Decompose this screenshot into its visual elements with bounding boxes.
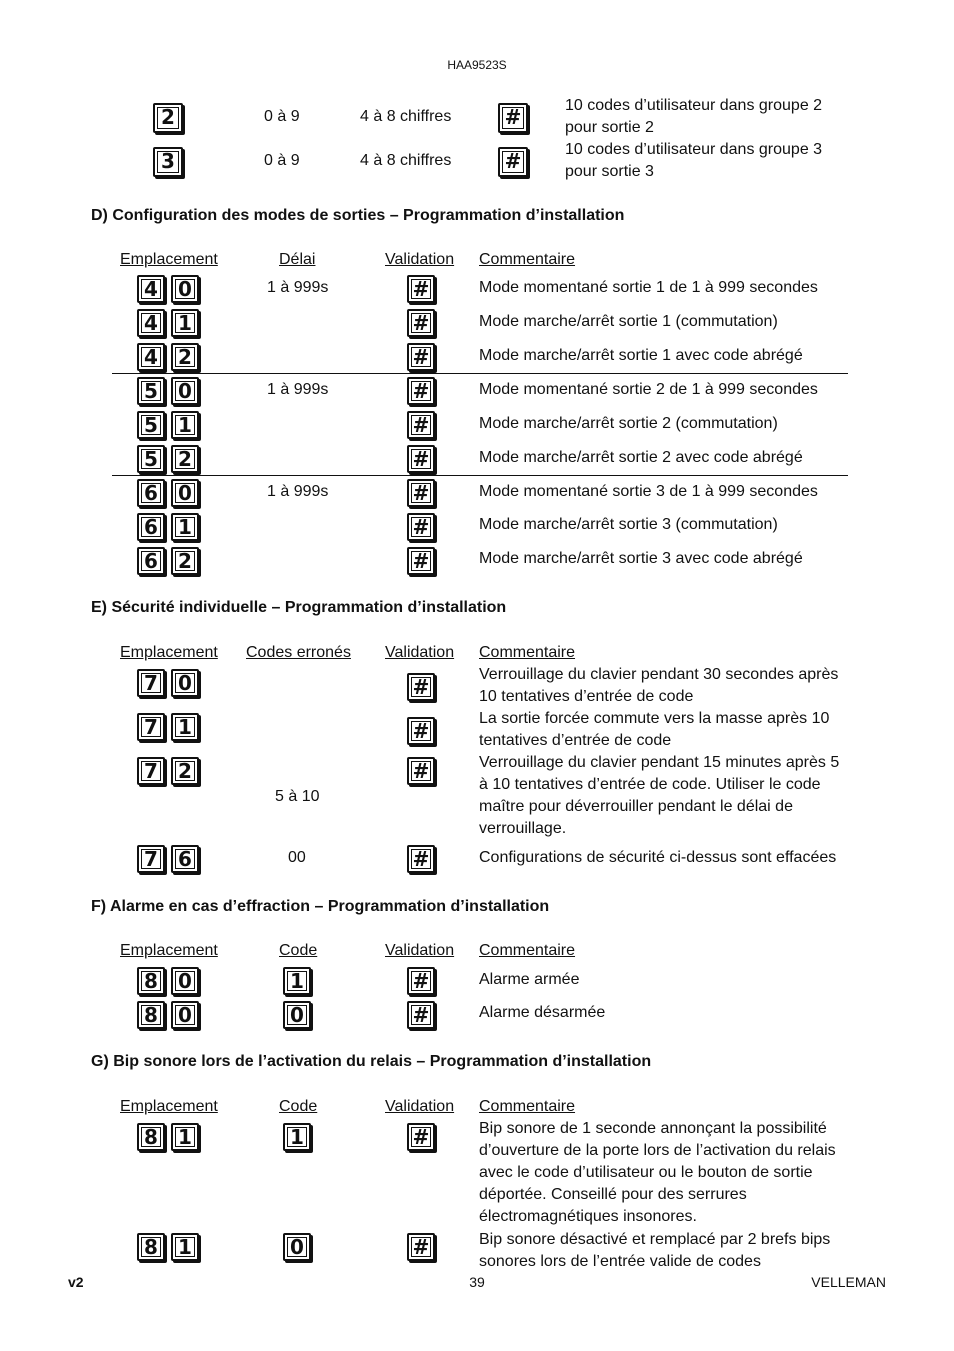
comment-cell: Mode marche/arrêt sortie 1 avec code abrégé xyxy=(479,347,803,364)
keypad-key: 8 xyxy=(137,1001,165,1029)
comment-cell: Mode momentané sortie 2 de 1 à 999 secondes xyxy=(479,381,818,398)
keypad-key: 1 xyxy=(171,411,199,439)
hash-key: # xyxy=(407,1001,435,1029)
keypad-key: 0 xyxy=(171,377,199,405)
comment-cell: 10 codes d’utilisateur dans groupe 2 pour sortie 2 xyxy=(565,97,823,136)
section-d-title: D) Configuration des modes de sorties – Programmation d’installation xyxy=(91,207,625,224)
codes-errones-cell: 5 à 10 xyxy=(275,788,320,805)
keypad-key: 2 xyxy=(171,757,199,785)
keypad-key: 7 xyxy=(137,713,165,741)
keypad-key: 0 xyxy=(171,1001,199,1029)
keypad-key: 4 xyxy=(137,343,165,371)
keypad-key: 0 xyxy=(171,967,199,995)
column-header-validation: Validation xyxy=(385,644,455,661)
delay-cell: 1 à 999s xyxy=(267,279,329,296)
hash-key: # xyxy=(407,757,435,785)
range-cell: 0 à 9 xyxy=(264,108,300,125)
comment-cell: Mode marche/arrêt sortie 3 (commutation) xyxy=(479,516,778,533)
comment-cell: Mode marche/arrêt sortie 2 avec code abrégé xyxy=(479,449,803,466)
hash-key: # xyxy=(407,377,435,405)
keypad-key: 0 xyxy=(171,275,199,303)
column-header-emplacement: Emplacement xyxy=(120,942,218,959)
code-key: 1 xyxy=(283,1123,311,1151)
keypad-key: 1 xyxy=(171,1233,199,1261)
hash-key: # xyxy=(407,445,435,473)
hash-key: # xyxy=(407,309,435,337)
delay-cell: 1 à 999s xyxy=(267,381,329,398)
column-header-commentaire: Commentaire xyxy=(479,1098,576,1115)
comment-cell: Configurations de sécurité ci-dessus sont effacées xyxy=(479,849,837,866)
column-header-commentaire: Commentaire xyxy=(479,942,576,959)
comment-cell: Mode marche/arrêt sortie 2 (commutation) xyxy=(479,415,778,432)
group-divider xyxy=(112,475,848,476)
column-header-validation: Validation xyxy=(385,1098,455,1115)
comment-cell: Bip sonore désactivé et remplacé par 2 brefs bips sonores lors de l’entrée valide de codes xyxy=(479,1231,831,1270)
hash-key: # xyxy=(407,275,435,303)
keypad-key: 2 xyxy=(171,547,199,575)
code-key: 1 xyxy=(283,967,311,995)
hash-key: # xyxy=(498,147,528,177)
keypad-key: 5 xyxy=(137,377,165,405)
hash-key: # xyxy=(407,845,435,873)
comment-cell: Verrouillage du clavier pendant 30 secondes après 10 tentatives d’entrée de code xyxy=(479,666,839,705)
hash-key: # xyxy=(407,411,435,439)
keypad-key: 7 xyxy=(137,669,165,697)
keypad-key: 8 xyxy=(137,1123,165,1151)
hash-key: # xyxy=(407,343,435,371)
section-g-title: G) Bip sonore lors de l’activation du relais – Programmation d’installation xyxy=(91,1053,652,1070)
keypad-key: 0 xyxy=(171,669,199,697)
keypad-key: 6 xyxy=(171,845,199,873)
keypad-key: 3 xyxy=(153,147,183,177)
hash-key: # xyxy=(498,103,528,133)
hash-key: # xyxy=(407,513,435,541)
keypad-key: 2 xyxy=(171,343,199,371)
comment-cell: Mode marche/arrêt sortie 1 (commutation) xyxy=(479,313,778,330)
keypad-key: 2 xyxy=(153,103,183,133)
column-header-commentaire: Commentaire xyxy=(479,644,576,661)
column-header-emplacement: Emplacement xyxy=(120,644,218,661)
column-header-delai: Délai xyxy=(279,251,316,268)
hash-key: # xyxy=(407,1233,435,1261)
digits-cell: 4 à 8 chiffres xyxy=(360,152,452,169)
document-header-model: HAA9523S xyxy=(447,58,507,72)
keypad-key: 8 xyxy=(137,967,165,995)
digits-cell: 4 à 8 chiffres xyxy=(360,108,452,125)
column-header-code: Code xyxy=(279,1098,318,1115)
hash-key: # xyxy=(407,967,435,995)
column-header-validation: Validation xyxy=(385,251,455,268)
keypad-key: 4 xyxy=(137,275,165,303)
column-header-commentaire: Commentaire xyxy=(479,251,576,268)
keypad-key: 2 xyxy=(171,445,199,473)
comment-cell: Verrouillage du clavier pendant 15 minutes après 5 à 10 tentatives d’entrée de code. Utiliser le code maître pour déverrouiller pendant le délai de verrouillage. xyxy=(479,754,840,837)
keypad-key: 1 xyxy=(171,713,199,741)
code-key: 0 xyxy=(283,1233,311,1261)
column-header-validation: Validation xyxy=(385,942,455,959)
comment-cell: Alarme désarmée xyxy=(479,1004,606,1021)
section-e-title: E) Sécurité individuelle – Programmation d’installation xyxy=(91,599,507,616)
keypad-key: 6 xyxy=(137,479,165,507)
keypad-key: 4 xyxy=(137,309,165,337)
group-divider xyxy=(112,373,848,374)
keypad-key: 1 xyxy=(171,513,199,541)
comment-cell: La sortie forcée commute vers la masse après 10 tentatives d’entrée de code xyxy=(479,710,830,749)
keypad-key: 6 xyxy=(137,513,165,541)
column-header-code: Code xyxy=(279,942,318,959)
codes-errones-cell: 00 xyxy=(288,849,306,866)
footer-page-number: 39 xyxy=(469,1274,485,1290)
comment-cell: Bip sonore de 1 seconde annonçant la possibilité d’ouverture de la porte lors de l’activation du relais avec le code d’utilisateur ou le bouton de sortie déportée. Conseillé pour des serrures électromagnétiques insonores. xyxy=(479,1120,836,1225)
hash-key: # xyxy=(407,673,435,701)
comment-cell: Mode momentané sortie 1 de 1 à 999 secondes xyxy=(479,279,818,296)
keypad-key: 6 xyxy=(137,547,165,575)
keypad-key: 1 xyxy=(171,1123,199,1151)
comment-cell: 10 codes d’utilisateur dans groupe 3 pour sortie 3 xyxy=(565,141,823,180)
delay-cell: 1 à 999s xyxy=(267,483,329,500)
footer-brand: VELLEMAN xyxy=(811,1274,886,1290)
comment-cell: Alarme armée xyxy=(479,971,580,988)
keypad-key: 5 xyxy=(137,445,165,473)
hash-key: # xyxy=(407,717,435,745)
keypad-key: 8 xyxy=(137,1233,165,1261)
section-f-title: F) Alarme en cas d’effraction – Programmation d’installation xyxy=(91,898,550,915)
code-key: 0 xyxy=(283,1001,311,1029)
comment-cell: Mode marche/arrêt sortie 3 avec code abrégé xyxy=(479,550,803,567)
comment-cell: Mode momentané sortie 3 de 1 à 999 secondes xyxy=(479,483,818,500)
keypad-key: 5 xyxy=(137,411,165,439)
range-cell: 0 à 9 xyxy=(264,152,300,169)
hash-key: # xyxy=(407,479,435,507)
column-header-emplacement: Emplacement xyxy=(120,1098,218,1115)
column-header-emplacement: Emplacement xyxy=(120,251,218,268)
column-header-codes-errones: Codes erronés xyxy=(246,644,351,661)
keypad-key: 1 xyxy=(171,309,199,337)
keypad-key: 7 xyxy=(137,757,165,785)
keypad-key: 0 xyxy=(171,479,199,507)
keypad-key: 7 xyxy=(137,845,165,873)
footer-version: v2 xyxy=(68,1274,84,1290)
hash-key: # xyxy=(407,547,435,575)
hash-key: # xyxy=(407,1123,435,1151)
